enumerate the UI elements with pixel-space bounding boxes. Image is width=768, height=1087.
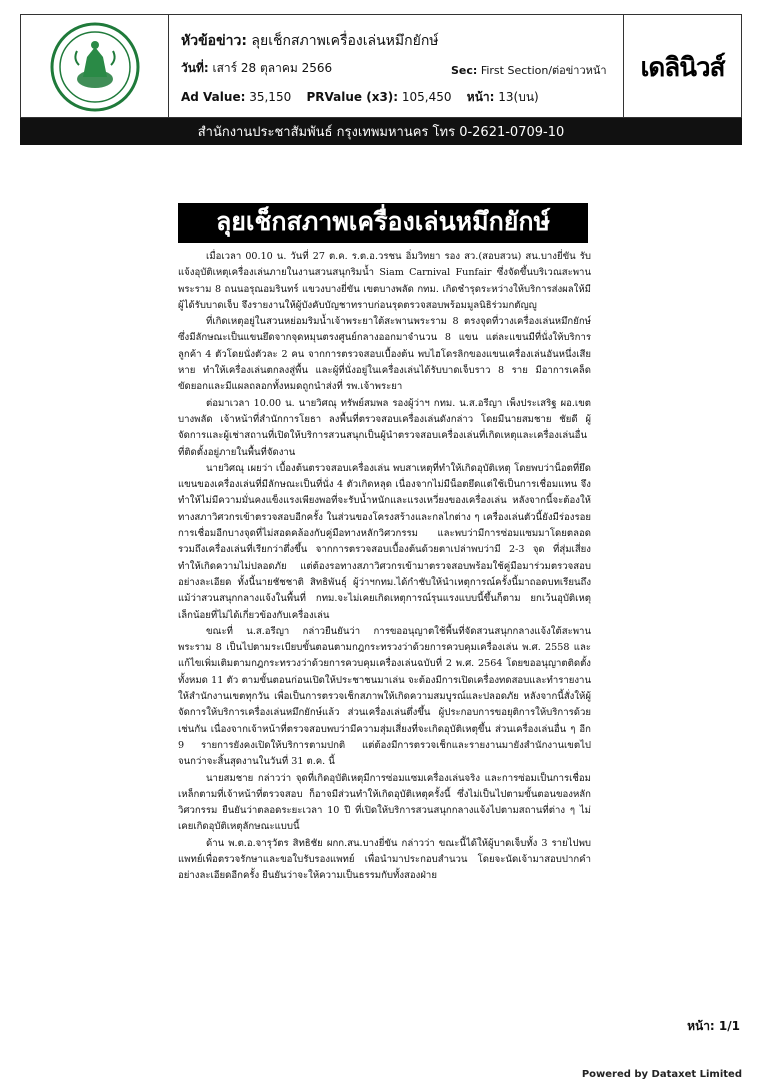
publication-logo: เดลินิวส์ bbox=[640, 52, 725, 83]
article-paragraph: ต่อมาเวลา 10.00 น. นายวิศณุ ทรัพย์สมพล รองผู้ว่าฯ กทม. น.ส.อรีญา เพ็งประเสริฐ ผอ.เขตบางพลัด เจ้าหน้าที่สำนักการโยธา ลงพื้นที่ตรวจสอบเครื่องเล่นดังกล่าว โดยมีนายสมชาย ชัยดี ผู้จัดการและผู้เช่าสถานที่เปิดให้บริการสวนสนุกเป็นผู้นำตรวจสอบเครื่องเล่นที่เกิดเหตุและเครื่องเล่นอื่นที่ติดตั้งอยู่ภายในพื้นที่จัดงาน bbox=[178, 397, 591, 458]
ad-value: 35,150 bbox=[249, 90, 292, 104]
section-label: Sec: bbox=[451, 64, 478, 77]
article-paragraph: ด้าน พ.ต.อ.จารุวัตร สิทธิชัย ผกก.สน.บางยี่ขัน กล่าวว่า ขณะนี้ได้ให้ผู้บาดเจ็บทั้ง 3 รายไปพบแพทย์เพื่อตรวจรักษาและขอใบรับรองแพทย์ เพื่อนำมาประกอบสำนวน โดยจะนัดเจ้ามาสอบปากคำอย่างละเอียดอีกครั้ง ยืนยันว่าจะให้ความเป็นธรรมกับทั้งสองฝ่าย bbox=[178, 837, 591, 882]
date-row bbox=[181, 59, 332, 78]
date-label: วันที่: bbox=[181, 61, 209, 75]
page-counter: หน้า: 1/1 bbox=[687, 1019, 740, 1033]
date-value: เสาร์ 28 ตุลาคม 2566 bbox=[212, 61, 333, 75]
article-paragraph: เมื่อเวลา 00.10 น. วันที่ 27 ต.ค. ร.ต.อ.วรชน อิ่มวิทยา รอง สว.(สอบสวน) สน.บางยี่ขัน รับแจ้งอุบัติเหตุเครื่องเล่นภายในงานสวนสนุกริมน้ำ Siam Carnival Funfair ซึ่งจัดขึ้นบริเวณสะพานพระราม 8 ถนนอรุณอมรินทร์ แขวงบางยี่ขัน เขตบางพลัด กทม. เกิดชำรุดระหว่างให้บริการส่งผลให้มีผู้ได้รับบาดเจ็บ จึงรายงานให้ผู้บังคับบัญชาทราบก่อนรุดตรวจสอบพร้อมมูลนิธิร่วมกตัญญู bbox=[178, 251, 591, 311]
headline-label: หัวข้อข่าว: bbox=[181, 33, 247, 49]
pr-value: 105,450 bbox=[401, 90, 452, 104]
headline-row bbox=[181, 30, 439, 52]
headline-text: ลุยเช็กสภาพเครื่องเล่นหมึกยักษ์ bbox=[251, 33, 439, 49]
section-value: First Section/ต่อข่าวหน้า bbox=[480, 64, 607, 77]
article-paragraph: ขณะที่ น.ส.อรีญา กล่าวยืนยันว่า การขออนุญาตใช้พื้นที่จัดสวนสนุกกลางแจ้งใต้สะพานพระราม 8 เป็นไปตามระเบียบขั้นตอนตามกฎกระทรวงว่าด้วยการควบคุมเครื่องเล่น พ.ศ. 2558 และแก้ไขเพิ่มเติมตามกฎกระทรวงว่าด้วยการควบคุมเครื่องเล่นฉบับที่ 2 พ.ศ. 2564 โดยขออนุญาตติดตั้งทั้งหมด 11 ตัว ตามขั้นตอนก่อนเปิดให้ประชาชนมาเล่น จะต้องมีการเปิดเครื่องทดสอบและทำรายงานให้สำนักงานเขตทุกวัน เพื่อเป็นการตรวจเช็กสภาพให้เกิดความสมบูรณ์และปลอดภัย หลังจากนี้สั่งให้ผู้จัดการให้บริการเครื่องเล่นหมึกยักษ์แล้ว ส่วนเครื่องเล่นตึ่งขึ้น ผู้ประกอบการขอยุติการให้บริการด้วยเช่นกัน เนื่องจากเจ้าหน้าที่ตรวจสอบพบว่ามีความสุ่มเสี่ยงที่จะเกิดอุบัติเหตุขึ้น ส่วนเครื่องเล่นอื่น ๆ อีก 9 รายการยังคงเปิดให้บริการตามปกติ แต่ต้องมีการตรวจเช็กและรายงานมายังสำนักงานเขตไปจนกว่าจะสิ้นสุดงานในวันที่ 31 ต.ค. นี้ bbox=[178, 625, 591, 768]
page-label: หน้า: bbox=[466, 90, 495, 104]
clipping-info bbox=[181, 15, 626, 119]
logo-panel bbox=[21, 15, 169, 119]
article-paragraph: นายสมชาย กล่าวว่า จุดที่เกิดอุบัติเหตุมีการซ่อมแซมเครื่องเล่นจริง และการซ่อมเป็นการเชื่อมเหล็กตามที่เจ้าหน้าที่ตรวจสอบ ก็อาจมีส่วนทำให้เกิดอุบัติเหตุครั้งนี้ ซึ่งไม่เป็นไปตามขั้นตอนของหลักวิศวกรรม ยืนยันว่าตลอดระยะเวลา 10 ปี ที่เปิดให้บริการสวนสนุกกลางแจ้งไปตามสถานที่ต่าง ๆ ไม่เคยเกิดอุบัติเหตุลักษณะแบบนี้ bbox=[178, 772, 591, 833]
clipping-header bbox=[20, 14, 742, 118]
article-paragraph: นายวิศณุ เผยว่า เบื้องต้นตรวจสอบเครื่องเล่น พบสาเหตุที่ทำให้เกิดอุบัติเหตุ โดยพบว่าน็อตที่ยึดแขนของเครื่องเล่นที่มีลักษณะเป็นที่นั่ง 4 ตัวเกิดหลุด เนื่องจากไม่มีน็อตยึดแต่ใช้เป็นการเชื่อมแทน จึงทำให้ไม่มีความมั่นคงแข็งแรงเพียงพอที่จะรับน้ำหนักและแรงเหวี่ยงของเครื่องเล่น หลังจากนี้จะต้องให้ทางสภาวิศวกรเข้าตรวจสอบอีกครั้ง ในส่วนของโครงสร้างและกลไกต่าง ๆ เครื่องเล่นตัวนี้ยังมีร่องรอยการเชื่อมอีกบางจุดที่ไม่สอดคล้องกับคู่มือทางหลักวิศวกรรม และพบว่ามีการซ่อมแซมมาโดยตลอด รวมถึงเครื่องเล่นที่เรียกว่าตึ่งขึ้น จากการตรวจสอบเบื้องต้นด้วยตาเปล่าพบว่ามี 2-3 จุด ที่สุ่มเสี่ยงทำให้เกิดความไม่ปลอดภัย แต่ต้องรอทางสภาวิศวกรเข้ามาตรวจสอบพร้อมใช้คู่มือมาร่วมตรวจสอบอย่างละเอียด ทั้งนี้นายชัชชาติ สิทธิพันธุ์ ผู้ว่าฯกทม.ได้กำชับให้นำเหตุการณ์ครั้งนี้มาถอดบทเรียนถึงแม้ว่าสวนสนุกกลางแจ้งในพื้นที่ กทม.จะไม่เคยเกิดเหตุการณ์รุนแรงแบบนี้ขึ้นก็ตาม ยกเว้นอุบัติเหตุเล็กน้อยที่ไม่ได้เกี่ยวข้องกับเครื่องเล่น bbox=[178, 462, 591, 621]
article bbox=[178, 203, 591, 885]
article-title: ลุยเช็กสภาพเครื่องเล่นหมึกยักษ์ bbox=[178, 203, 588, 243]
ad-value-label: Ad Value: bbox=[181, 90, 246, 104]
page-value: 13(บน) bbox=[498, 90, 539, 104]
article-paragraph: ที่เกิดเหตุอยู่ในสวนหย่อมริมน้ำเจ้าพระยาใต้สะพานพระราม 8 ตรงจุดที่วางเครื่องเล่นหมึกยักษ์ ซึ่งมีลักษณะเป็นแขนยึดจากจุดหมุนตรงศูนย์กลางออกมาจำนวน 8 แขน แต่ละแขนมีที่นั่งให้บริการลูกค้า 4 ตัวโดยนั่งตัวละ 2 คน จากการตรวจสอบเบื้องต้น พบไฮโดรลิกของแขนเครื่องเล่นอันหนึ่งเสียหาย ทำให้เครื่องเล่นตกลงสู่พื้น และผู้ที่นั่งอยู่ในเครื่องเล่นได้รับบาดเจ็บราว 8 ราย มีอาการเคล็ดขัดยอกและมีแผลถลอกทั้งหมดถูกนำส่งที่ รพ.เจ้าพระยา bbox=[178, 316, 591, 393]
pr-value-label: PRValue (x3): bbox=[306, 90, 399, 104]
values-row bbox=[181, 88, 539, 107]
publication-panel bbox=[623, 15, 741, 119]
bangkok-seal-icon bbox=[49, 21, 141, 113]
section-row bbox=[451, 61, 607, 79]
powered-by: Powered by Dataxet Limited bbox=[581, 1069, 742, 1080]
contact-banner: สำนักงานประชาสัมพันธ์ กรุงเทพมหานคร โทร 0-2621-0709-10 bbox=[20, 118, 742, 145]
